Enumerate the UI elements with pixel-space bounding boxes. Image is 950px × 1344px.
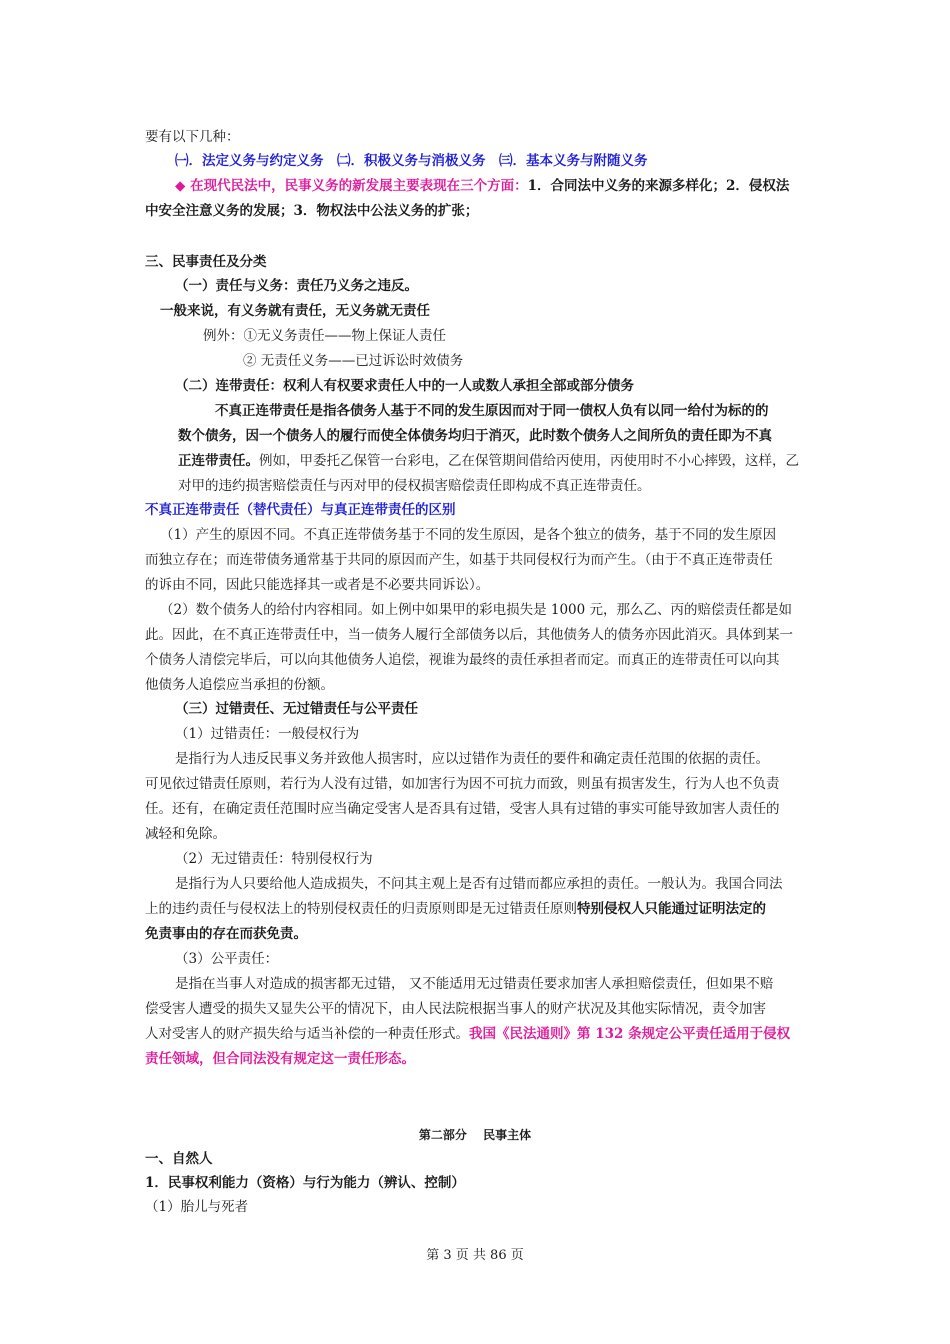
text-line: 减轻和免除。 [145,826,226,842]
text-line: 此。因此，在不真正连带责任中，当一债务人履行全部债务以后，其他债务人的债务亦因此消灭。具体到某一 [145,627,793,643]
text-line [145,1024,790,1044]
text-line: （2）无过错责任：特别侵权行为 [175,851,373,867]
obligation-types-line: ㈠．法定义务与约定义务 ㈡．积极义务与消极义务 ㈢．基本义务与附随义务 [175,153,648,169]
text-line: ② 无责任义务——已过诉讼时效债务 [243,353,464,369]
plain-text: 例如，甲委托乙保管一台彩电，乙在保管期间借给丙使用，丙使用时不小心摔毁，这样，乙 [259,453,799,469]
subsection-heading: （一）责任与义务：责任乃义务之违反。 [175,278,418,294]
text-line: 对甲的违约损害赔偿责任与丙对甲的侵权损害赔偿责任即构成不真正连带责任。 [178,478,651,494]
part-title: 第二部分 民事主体 [418,1128,532,1142]
text-line: 个债务人清偿完毕后，可以向其他债务人追偿，视谁为最终的责任承担者而定。而真正的连带责任可以向其 [145,652,780,668]
section-heading: 一、自然人 [145,1151,213,1167]
text-line: 偿受害人遭受的损失又显失公平的情况下，由人民法院根据当事人的财产状况及其他实际情况，责令加害 [145,1001,766,1017]
text-line: （1）过错责任：一般侵权行为 [175,726,360,742]
comparison-heading: 不真正连带责任（替代责任）与真正连带责任的区别 [145,502,456,518]
text-line: 是指在当事人对造成的损害都无过错， 又不能适用无过错责任要求加害人承担赔偿责任，但如果不赔 [175,976,774,992]
text-line: 他债务人追偿应当承担的份额。 [145,677,334,693]
text-line: （1）胎儿与死者 [145,1199,249,1215]
text-line: 是指行为人违反民事义务并致他人损害时，应以过错作为责任的要件和确定责任范围的依据的责任。 [175,751,769,767]
text-line: （2）数个债务人的给付内容相同。如上例中如果甲的彩电损失是 1000 元，那么乙、丙的赔偿责任都是如 [160,602,793,618]
text-line: 中安全注意义务的发展；3．物权法中公法义务的扩张； [145,203,479,219]
text-line: 是指行为人只要给他人造成损失，不问其主观上是否有过错而都应承担的责任。一般认为。我国合同法 [175,876,783,892]
bold-text: 特别侵权人只能通过证明法定的 [577,901,766,917]
highlight-line: 责任领域，但合同法没有规定这一责任形态。 [145,1051,415,1067]
subsection-heading: （二）连带责任：权利人有权要求责任人中的一人或数人承担全部或部分债务 [175,378,634,394]
text-line: 例外：①无义务责任——物上保证人责任 [203,328,446,344]
bold-text: 正连带责任。 [178,453,259,469]
subsection-heading: 1．民事权利能力（资格）与行为能力（辨认、控制） [145,1175,465,1191]
bold-text: 1．合同法中义务的来源多样化；2．侵权法 [527,178,790,194]
highlight-text: 我国《民法通则》第 132 条规定公平责任适用于侵权 [469,1026,791,1042]
text-line: 的诉由不同，因此只能选择其一或者是不必要共同诉讼）。 [145,577,490,593]
text-line: 可见依过错责任原则，若行为人没有过错，如加害行为因不可抗力而致，则虽有损害发生，行为人也不负责 [145,776,780,792]
text-line: 不真正连带责任是指各债务人基于不同的发生原因而对于同一债权人负有以同一给付为标的的 [215,403,769,419]
text-line: 任。还有，在确定责任范围时应当确定受害人是否具有过错，受害人具有过错的事实可能导致加害人责任的 [145,801,780,817]
text-line: （3）公平责任： [175,951,279,967]
text-line: 数个债务，因一个债务人的履行而使全体债务均归于消灭，此时数个债务人之间所负的责任即为不真 [178,428,772,444]
section-heading: 三、民事责任及分类 [145,254,267,270]
plain-text: 上的违约责任与侵权法上的特别侵权责任的归责原则即是无过错责任原则 [145,901,577,917]
plain-text: 人对受害人的财产损失给与适当补偿的一种责任形式。 [145,1026,469,1042]
text-line: 要有以下几种： [145,129,240,145]
text-line [145,899,766,919]
highlight-text: ◆ 在现代民法中，民事义务的新发展主要表现在三个方面： [175,178,528,194]
text-line: （1）产生的原因不同。不真正连带债务基于不同的发生原因，是各个独立的债务，基于不同的发生原因 [160,527,777,543]
text-line: 而独立存在；而连带债务通常基于共同的原因而产生，如基于共同侵权行为而产生。（由于不真正连带责任 [145,552,773,568]
text-line [178,451,799,471]
text-line: 一般来说，有义务就有责任，无义务就无责任 [160,303,430,319]
new-development-line [175,176,789,196]
subsection-heading [175,699,418,719]
heading-text: （三）过错责任、无过错责任与公平责任 [175,701,418,717]
text-line: 免责事由的存在而获免责。 [145,926,307,942]
page-footer: 第 3 页 共 86 页 [426,1248,524,1263]
